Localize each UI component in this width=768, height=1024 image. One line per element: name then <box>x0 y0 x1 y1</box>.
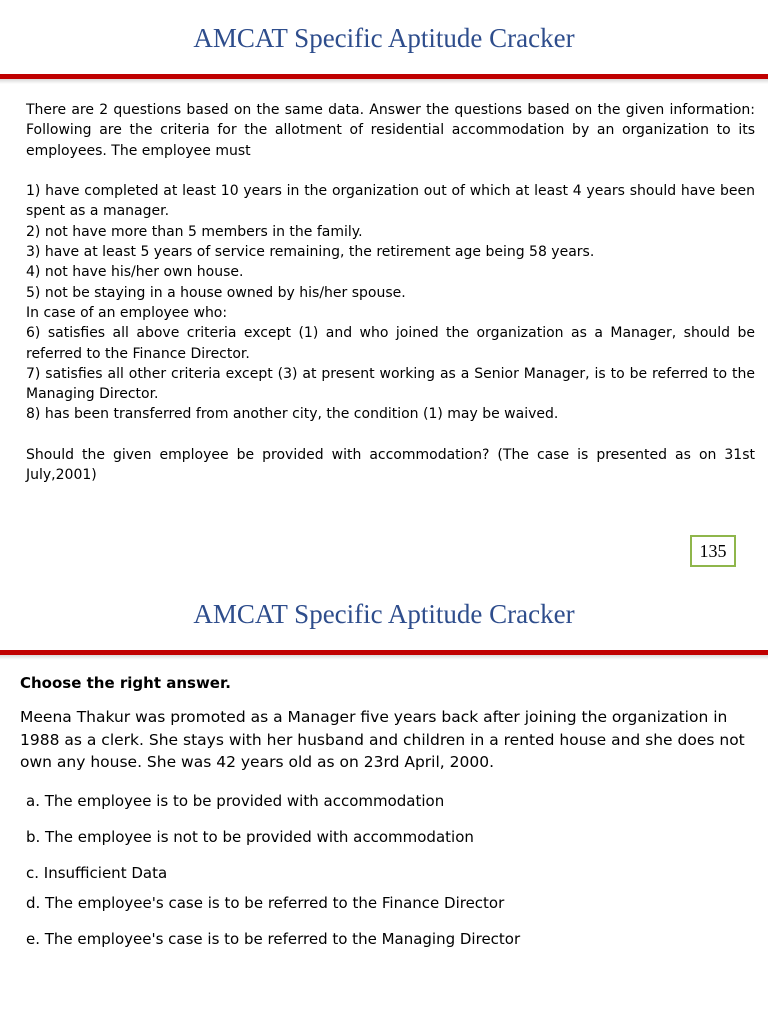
criterion-5: 5) not be staying in a house owned by his/her spouse. <box>26 284 406 301</box>
slide1-title: AMCAT Specific Aptitude Cracker <box>193 23 575 53</box>
option-d[interactable]: d. The employee's case is to be referred to the Finance Director <box>26 894 505 912</box>
option-a[interactable]: a. The employee is to be provided with accommodation <box>26 792 445 810</box>
criterion-3: 3) have at least 5 years of service remaining, the retirement age being 58 years. <box>26 244 595 261</box>
slide2-title: AMCAT Specific Aptitude Cracker <box>193 599 575 629</box>
criterion-6: 6) satisfies all above criteria except (1) and who joined the organization as a Manager, should be referred to the Finance Director. <box>26 325 755 362</box>
instruction-text: Choose the right answer. <box>20 674 231 692</box>
slide1-body <box>26 100 755 486</box>
slide2-rule-shadow <box>0 655 768 660</box>
page-number-box: 135 <box>690 535 736 567</box>
criterion-7: 7) satisfies all other criteria except (3) at present working as a Senior Manager, is to be referred to the Managing Director. <box>26 365 755 403</box>
spacer <box>26 425 755 445</box>
slide1-question: Should the given employee be provided with accommodation? (The case is presented as on 31st July,2001) <box>26 447 755 484</box>
scenario-text: Meena Thakur was promoted as a Manager five years back after joining the organization in 1988 as a clerk. She stays with her husband and children in a rented house and she does not own any house. She was 42 years old as on 23rd April, 2000. <box>20 708 745 771</box>
slide1-rule-shadow <box>0 79 768 84</box>
criterion-8: 8) has been transferred from another city, the condition (1) may be waived. <box>26 406 559 423</box>
criterion-2: 2) not have more than 5 members in the family. <box>26 223 363 240</box>
option-b[interactable]: b. The employee is not to be provided with accommodation <box>26 828 474 846</box>
criterion-1: 1) have completed at least 10 years in the organization out of which at least 4 years should have been spent as a manager. <box>26 183 755 220</box>
option-c[interactable]: c. Insufficient Data <box>26 864 168 882</box>
spacer <box>26 161 755 181</box>
slide1-intro: There are 2 questions based on the same data. Answer the questions based on the given information: Following are the criteria for the allotment of residential accommodation by an organization to its employees. The employee must <box>26 102 755 159</box>
exception-lead-in: In case of an employee who: <box>26 304 228 321</box>
option-e[interactable]: e. The employee's case is to be referred to the Managing Director <box>26 930 521 948</box>
criterion-4: 4) not have his/her own house. <box>26 264 244 281</box>
